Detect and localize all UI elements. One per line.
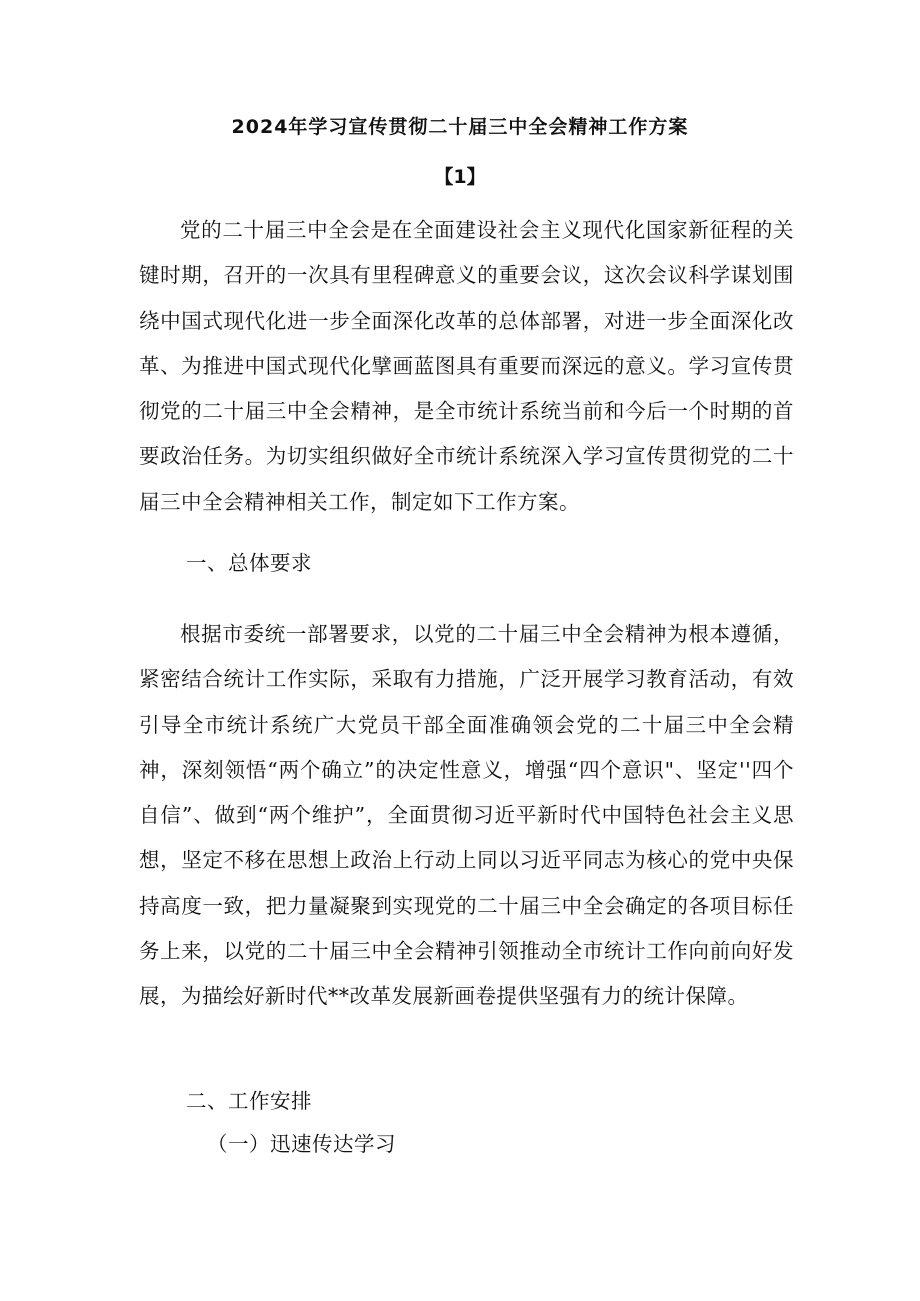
section-paragraph-general-requirements: 根据市委统一部署要求，以党的二十届三中全会精神为根本遵循，紧密结合统计工作实际，采取有力措施，广泛开展学习教育活动，有效引导全市统计系统广大党员干部全面准确领会党的二十届三中全会精神，深刻领悟“两个确立”的决定性意义，增强“四个意识"、坚定''四个自信”、做到“两个维护”，全面贯彻习近平新时代中国特色社会主义思想，坚定不移在思想上政治上行动上同以习近平同志为核心的党中央保持高度一致，把力量凝聚到实现党的二十届三中全会确定的各项目标任务上来，以党的二十届三中全会精神引领推动全市统计工作向前向好发展，为描绘好新时代**改革发展新画卷提供坚强有力的统计保障。	[139, 622, 794, 1009]
subsection-heading-quick-study: （一）迅速传达学习	[207, 1132, 396, 1156]
section-heading-work-arrangement: 二、工作安排	[186, 1089, 312, 1113]
document-title: 2024年学习宣传贯彻二十届三中全会精神工作方案	[231, 116, 689, 138]
document-subtitle: 【1】	[434, 166, 486, 188]
intro-paragraph: 党的二十届三中全会是在全面建设社会主义现代化国家新征程的关键时期，召开的一次具有里程碑意义的重要会议，这次会议科学谋划围绕中国式现代化进一步全面深化改革的总体部署，对进一步全面深化改革、为推进中国式现代化擘画蓝图具有重要而深远的意义。学习宣传贯彻党的二十届三中全会精神，是全市统计系统当前和今后一个时期的首要政治任务。为切实组织做好全市统计系统深入学习宣传贯彻党的二十届三中全会精神相关工作，制定如下工作方案。	[139, 218, 794, 514]
section-heading-general-requirements: 一、总体要求	[186, 551, 312, 575]
